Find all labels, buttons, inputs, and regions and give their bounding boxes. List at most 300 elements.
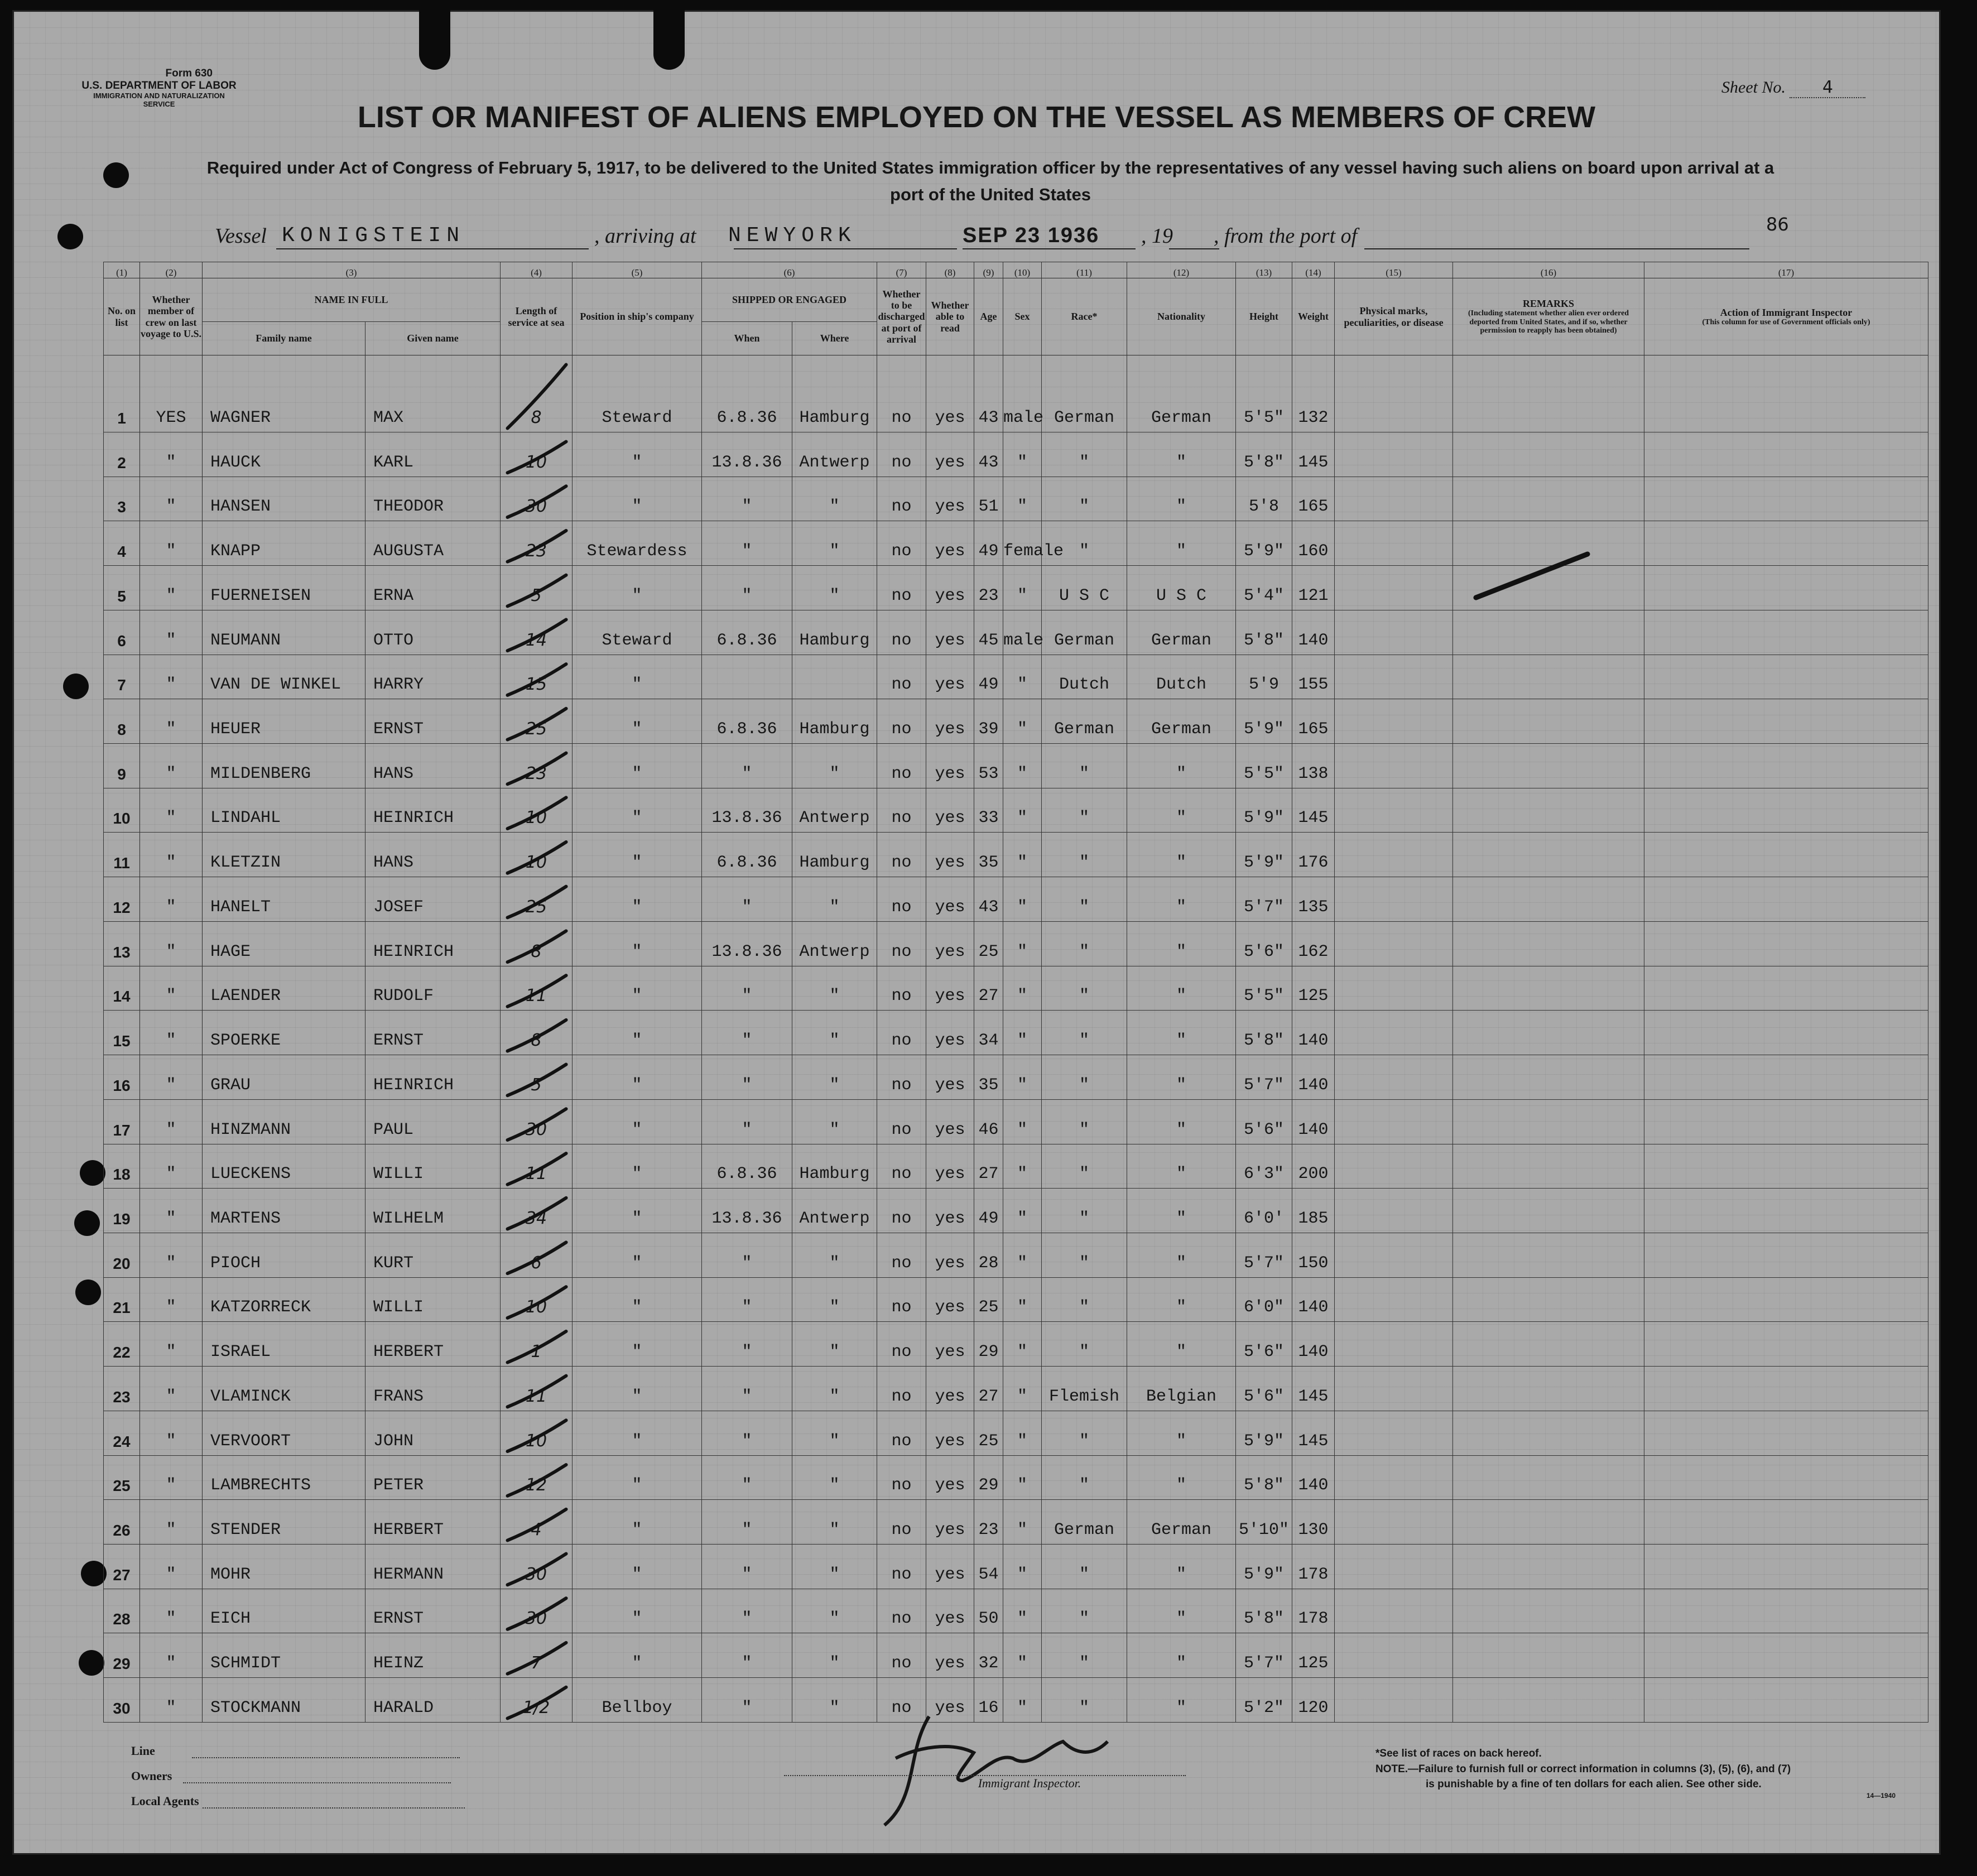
able-to-read-cell: yes <box>926 1678 974 1723</box>
row-number-cell: 7 <box>104 655 140 699</box>
age-cell: 25 <box>974 1277 1003 1322</box>
position-cell: Steward <box>573 355 702 432</box>
given-name-cell: HARRY <box>365 655 501 699</box>
remarks-cell <box>1453 1500 1644 1545</box>
nationality-cell: " <box>1127 833 1236 877</box>
remarks-cell <box>1453 655 1644 699</box>
given-name-cell: HANS <box>365 744 501 788</box>
row-number-cell: 16 <box>104 1055 140 1100</box>
nationality-cell: German <box>1127 610 1236 655</box>
line-label: Line <box>131 1744 155 1758</box>
remarks-cell <box>1453 1233 1644 1277</box>
table-row <box>104 877 1928 922</box>
race-cell: " <box>1042 1144 1127 1189</box>
shipped-when-cell: " <box>702 477 792 521</box>
family-name-cell: LAMBRECHTS <box>203 1455 365 1500</box>
agents-field-rule <box>203 1796 465 1808</box>
punch-hole <box>57 224 83 249</box>
given-name-cell: WILLI <box>365 1144 501 1189</box>
remarks-cell <box>1453 355 1644 432</box>
row-number-cell: 15 <box>104 1011 140 1055</box>
row-number-cell: 13 <box>104 921 140 966</box>
row-number-cell: 5 <box>104 566 140 610</box>
nationality-cell: " <box>1127 1055 1236 1100</box>
inspector-action-cell <box>1644 432 1928 477</box>
weight-cell: 140 <box>1292 610 1335 655</box>
race-cell: " <box>1042 432 1127 477</box>
shipped-where-cell: " <box>792 1678 877 1723</box>
physical-marks-cell <box>1335 1589 1453 1633</box>
discharged-cell: no <box>877 655 926 699</box>
col-header-able-to-read: Whether able to read <box>926 278 974 355</box>
shipped-when-cell: 6.8.36 <box>702 833 792 877</box>
weight-cell: 165 <box>1292 699 1335 744</box>
nationality-cell: " <box>1127 1678 1236 1723</box>
shipped-where-cell: Antwerp <box>792 921 877 966</box>
member-last-voyage-cell: " <box>140 788 203 833</box>
family-name-cell: SCHMIDT <box>203 1633 365 1678</box>
shipped-where-cell: Hamburg <box>792 833 877 877</box>
family-name-cell: SPOERKE <box>203 1011 365 1055</box>
row-number-cell: 28 <box>104 1589 140 1633</box>
weight-cell: 200 <box>1292 1144 1335 1189</box>
col-num-7: (7) <box>877 262 926 278</box>
shipped-when-cell: " <box>702 1633 792 1678</box>
height-cell: 5'5" <box>1236 744 1292 788</box>
punch-hole <box>79 1650 104 1676</box>
family-name-cell: KATZORRECK <box>203 1277 365 1322</box>
inspector-action-cell <box>1644 566 1928 610</box>
race-cell: " <box>1042 833 1127 877</box>
table-row <box>104 744 1928 788</box>
length-of-service-cell: 34 <box>501 1189 573 1233</box>
sex-cell: " <box>1003 1322 1042 1367</box>
discharged-cell: no <box>877 1322 926 1367</box>
physical-marks-cell <box>1335 521 1453 566</box>
inspector-action-cell <box>1644 744 1928 788</box>
family-name-cell: MOHR <box>203 1544 365 1589</box>
shipped-where-cell: Hamburg <box>792 355 877 432</box>
inspector-action-cell <box>1644 1589 1928 1633</box>
shipped-where-cell: Hamburg <box>792 699 877 744</box>
family-name-cell: HEUER <box>203 699 365 744</box>
age-cell: 49 <box>974 655 1003 699</box>
family-name-cell: KLETZIN <box>203 833 365 877</box>
height-cell: 5'7" <box>1236 877 1292 922</box>
table-row <box>104 1144 1928 1189</box>
member-last-voyage-cell: " <box>140 699 203 744</box>
height-cell: 5'6" <box>1236 1322 1292 1367</box>
discharged-cell: no <box>877 1144 926 1189</box>
able-to-read-cell: yes <box>926 1099 974 1144</box>
sex-cell: " <box>1003 744 1042 788</box>
shipped-when-cell: 13.8.36 <box>702 788 792 833</box>
age-cell: 27 <box>974 1367 1003 1411</box>
physical-marks-cell <box>1335 699 1453 744</box>
race-cell: " <box>1042 1411 1127 1455</box>
discharged-cell: no <box>877 1011 926 1055</box>
penalty-note: NOTE.—Failure to furnish full or correct information in columns (3), (5), (6), and (7) <box>1375 1763 1791 1775</box>
nationality-cell: " <box>1127 1011 1236 1055</box>
family-name-cell: KNAPP <box>203 521 365 566</box>
shipped-where-cell: Hamburg <box>792 610 877 655</box>
table-row <box>104 355 1928 432</box>
race-cell: " <box>1042 1322 1127 1367</box>
discharged-cell: no <box>877 1055 926 1100</box>
from-port-label: , from the port of <box>1214 224 1358 248</box>
position-cell: " <box>573 1589 702 1633</box>
given-name-cell: ERNST <box>365 1011 501 1055</box>
given-name-cell: HEINRICH <box>365 788 501 833</box>
row-number-cell: 25 <box>104 1455 140 1500</box>
shipped-when-cell: " <box>702 566 792 610</box>
punch-hole <box>75 1279 101 1305</box>
shipped-where-cell: " <box>792 566 877 610</box>
owners-field <box>131 1758 465 1783</box>
nationality-cell: " <box>1127 921 1236 966</box>
race-cell: " <box>1042 1455 1127 1500</box>
given-name-cell: HERBERT <box>365 1322 501 1367</box>
race-cell: " <box>1042 521 1127 566</box>
physical-marks-cell <box>1335 1144 1453 1189</box>
remarks-cell <box>1453 877 1644 922</box>
physical-marks-cell <box>1335 477 1453 521</box>
punch-hole <box>74 1210 100 1236</box>
length-of-service-cell: 25 <box>501 877 573 922</box>
family-name-cell: VLAMINCK <box>203 1367 365 1411</box>
given-name-cell: THEODOR <box>365 477 501 521</box>
race-cell: Flemish <box>1042 1367 1127 1411</box>
discharged-cell: no <box>877 788 926 833</box>
shipped-when-cell: " <box>702 744 792 788</box>
inspector-action-cell <box>1644 877 1928 922</box>
remarks-cell <box>1453 833 1644 877</box>
col-header-height: Height <box>1236 278 1292 355</box>
given-name-cell: HEINZ <box>365 1633 501 1678</box>
manifest-sheet <box>12 10 1941 1855</box>
member-last-voyage-cell: " <box>140 877 203 922</box>
member-last-voyage-cell: " <box>140 1678 203 1723</box>
family-name-cell: HANSEN <box>203 477 365 521</box>
family-name-cell: ISRAEL <box>203 1322 365 1367</box>
weight-cell: 138 <box>1292 744 1335 788</box>
member-last-voyage-cell: " <box>140 1455 203 1500</box>
position-cell: " <box>573 1455 702 1500</box>
physical-marks-cell <box>1335 744 1453 788</box>
vessel-name-rule <box>276 248 589 249</box>
length-of-service-cell: 5 <box>501 1055 573 1100</box>
nationality-cell: " <box>1127 1322 1236 1367</box>
physical-marks-cell <box>1335 1500 1453 1545</box>
height-cell: 6'0' <box>1236 1189 1292 1233</box>
remarks-cell <box>1453 1189 1644 1233</box>
sex-cell: " <box>1003 921 1042 966</box>
form-number: Form 630 <box>165 68 213 79</box>
shipped-when-cell: " <box>702 1589 792 1633</box>
family-name-cell: WAGNER <box>203 355 365 432</box>
shipped-when-cell: " <box>702 877 792 922</box>
length-of-service-cell: 25 <box>501 699 573 744</box>
arrival-port: NEWYORK <box>728 224 857 248</box>
races-note: *See list of races on back hereof. <box>1375 1748 1542 1759</box>
position-cell: Steward <box>573 610 702 655</box>
col-header-no-on-list: No. on list <box>104 278 140 355</box>
table-row <box>104 1544 1928 1589</box>
row-number-cell: 18 <box>104 1144 140 1189</box>
given-name-cell: HERMANN <box>365 1544 501 1589</box>
race-cell: " <box>1042 477 1127 521</box>
member-last-voyage-cell: " <box>140 744 203 788</box>
sheet-number-label: Sheet No. <box>1721 78 1786 97</box>
discharged-cell: no <box>877 1411 926 1455</box>
race-cell: " <box>1042 1055 1127 1100</box>
race-cell: " <box>1042 1678 1127 1723</box>
height-cell: 5'8" <box>1236 1455 1292 1500</box>
col-num-11: (11) <box>1042 262 1127 278</box>
table-row <box>104 1322 1928 1367</box>
sex-cell: " <box>1003 1633 1042 1678</box>
able-to-read-cell: yes <box>926 744 974 788</box>
col-num-10: (10) <box>1003 262 1042 278</box>
position-cell: " <box>573 833 702 877</box>
col-header-age: Age <box>974 278 1003 355</box>
given-name-cell: MAX <box>365 355 501 432</box>
height-cell: 5'5" <box>1236 966 1292 1011</box>
subtitle-line-2: port of the United States <box>890 185 1091 205</box>
inspector-action-cell <box>1644 1455 1928 1500</box>
physical-marks-cell <box>1335 921 1453 966</box>
race-cell: " <box>1042 921 1127 966</box>
inspector-action-cell <box>1644 1322 1928 1367</box>
length-of-service-cell: 14 <box>501 610 573 655</box>
given-name-cell: JOHN <box>365 1411 501 1455</box>
length-of-service-cell: 5 <box>501 566 573 610</box>
race-cell: " <box>1042 966 1127 1011</box>
able-to-read-cell: yes <box>926 1633 974 1678</box>
shipped-when-cell: " <box>702 1367 792 1411</box>
shipped-when-cell: " <box>702 1011 792 1055</box>
length-of-service-cell: 7 <box>501 1633 573 1678</box>
member-last-voyage-cell: " <box>140 1233 203 1277</box>
nationality-cell: " <box>1127 1633 1236 1678</box>
discharged-cell: no <box>877 1544 926 1589</box>
shipped-where-cell: " <box>792 1233 877 1277</box>
length-of-service-cell: 8 <box>501 355 573 432</box>
nationality-cell: " <box>1127 1455 1236 1500</box>
table-row <box>104 1189 1928 1233</box>
sex-cell: " <box>1003 432 1042 477</box>
height-cell: 5'9 <box>1236 655 1292 699</box>
remarks-cell <box>1453 1055 1644 1100</box>
discharged-cell: no <box>877 1277 926 1322</box>
able-to-read-cell: yes <box>926 788 974 833</box>
race-cell: " <box>1042 877 1127 922</box>
discharged-cell: no <box>877 1189 926 1233</box>
inspector-action-cell <box>1644 355 1928 432</box>
race-cell: " <box>1042 1544 1127 1589</box>
sex-cell: " <box>1003 1011 1042 1055</box>
shipped-when-cell: " <box>702 521 792 566</box>
age-cell: 27 <box>974 1144 1003 1189</box>
physical-marks-cell <box>1335 1277 1453 1322</box>
discharged-cell: no <box>877 1233 926 1277</box>
height-cell: 5'9" <box>1236 1411 1292 1455</box>
sex-cell: " <box>1003 1144 1042 1189</box>
shipped-where-cell: " <box>792 744 877 788</box>
physical-marks-cell <box>1335 1633 1453 1678</box>
inspector-action-cell <box>1644 921 1928 966</box>
race-cell: Dutch <box>1042 655 1127 699</box>
shipped-where-cell: " <box>792 1411 877 1455</box>
remarks-cell <box>1453 699 1644 744</box>
row-number-cell: 6 <box>104 610 140 655</box>
col-header-action <box>1644 278 1928 355</box>
sex-cell: " <box>1003 833 1042 877</box>
nationality-cell: " <box>1127 744 1236 788</box>
age-cell: 51 <box>974 477 1003 521</box>
shipped-where-cell <box>792 655 877 699</box>
inspector-action-cell <box>1644 1055 1928 1100</box>
year-rule <box>1169 248 1219 249</box>
physical-marks-cell <box>1335 432 1453 477</box>
col-num-17: (17) <box>1644 262 1928 278</box>
weight-cell: 162 <box>1292 921 1335 966</box>
given-name-cell: ERNST <box>365 1589 501 1633</box>
nationality-cell: " <box>1127 521 1236 566</box>
sex-cell: " <box>1003 1099 1042 1144</box>
weight-cell: 125 <box>1292 1633 1335 1678</box>
col-num-6: (6) <box>702 262 877 278</box>
table-row <box>104 699 1928 744</box>
member-last-voyage-cell: " <box>140 1189 203 1233</box>
inspector-action-cell <box>1644 699 1928 744</box>
row-number-cell: 29 <box>104 1633 140 1678</box>
member-last-voyage-cell: " <box>140 1055 203 1100</box>
family-name-cell: STENDER <box>203 1500 365 1545</box>
action-note: (This column for use of Government officials only) <box>1702 318 1870 326</box>
age-cell: 27 <box>974 966 1003 1011</box>
row-number-cell: 14 <box>104 966 140 1011</box>
remarks-cell <box>1453 1144 1644 1189</box>
age-cell: 33 <box>974 788 1003 833</box>
shipped-where-cell: " <box>792 1099 877 1144</box>
member-last-voyage-cell: " <box>140 1011 203 1055</box>
sheet-number <box>1721 78 1865 98</box>
shipped-when-cell: 13.8.36 <box>702 921 792 966</box>
col-num-3: (3) <box>203 262 501 278</box>
height-cell: 5'9" <box>1236 521 1292 566</box>
binder-clip <box>653 8 685 70</box>
table-row <box>104 655 1928 699</box>
age-cell: 28 <box>974 1233 1003 1277</box>
inspector-action-cell <box>1644 1367 1928 1411</box>
remarks-cell <box>1453 1277 1644 1322</box>
sex-cell: " <box>1003 1055 1042 1100</box>
inspector-block <box>784 1762 1186 1791</box>
able-to-read-cell: yes <box>926 610 974 655</box>
date-rule <box>963 248 1136 249</box>
remarks-cell <box>1453 1322 1644 1367</box>
table-row <box>104 833 1928 877</box>
weight-cell: 155 <box>1292 655 1335 699</box>
weight-cell: 178 <box>1292 1544 1335 1589</box>
position-cell: " <box>573 1367 702 1411</box>
physical-marks-cell <box>1335 833 1453 877</box>
able-to-read-cell: yes <box>926 521 974 566</box>
col-header-race: Race* <box>1042 278 1127 355</box>
length-of-service-cell: 10 <box>501 833 573 877</box>
given-name-cell: HANS <box>365 833 501 877</box>
given-name-cell: AUGUSTA <box>365 521 501 566</box>
member-last-voyage-cell: " <box>140 432 203 477</box>
col-num-2: (2) <box>140 262 203 278</box>
position-cell: " <box>573 1411 702 1455</box>
footer-notes <box>1375 1746 1900 1792</box>
col-num-1: (1) <box>104 262 140 278</box>
sex-cell: male <box>1003 610 1042 655</box>
nationality-cell: " <box>1127 432 1236 477</box>
nationality-cell: " <box>1127 1189 1236 1233</box>
position-cell: Stewardess <box>573 521 702 566</box>
col-header-remarks <box>1453 278 1644 355</box>
shipped-when-cell: " <box>702 966 792 1011</box>
inspector-action-cell <box>1644 1099 1928 1144</box>
col-header-sex: Sex <box>1003 278 1042 355</box>
col-num-16: (16) <box>1453 262 1644 278</box>
length-of-service-cell: 12 <box>501 1455 573 1500</box>
weight-cell: 140 <box>1292 1277 1335 1322</box>
inspector-action-cell <box>1644 655 1928 699</box>
discharged-cell: no <box>877 1633 926 1678</box>
given-name-cell: HARALD <box>365 1678 501 1723</box>
weight-cell: 140 <box>1292 1455 1335 1500</box>
physical-marks-cell <box>1335 1233 1453 1277</box>
race-cell: " <box>1042 1189 1127 1233</box>
length-of-service-cell: 8 <box>501 921 573 966</box>
able-to-read-cell: yes <box>926 1233 974 1277</box>
binder-clip <box>419 8 450 70</box>
able-to-read-cell: yes <box>926 1189 974 1233</box>
table-row <box>104 788 1928 833</box>
age-cell: 25 <box>974 1411 1003 1455</box>
position-cell: " <box>573 877 702 922</box>
remarks-cell <box>1453 744 1644 788</box>
member-last-voyage-cell: " <box>140 966 203 1011</box>
member-last-voyage-cell: " <box>140 1277 203 1322</box>
sex-cell: " <box>1003 1589 1042 1633</box>
crew-rows <box>104 355 1928 1723</box>
weight-cell: 140 <box>1292 1322 1335 1367</box>
member-last-voyage-cell: " <box>140 921 203 966</box>
col-header-where: Where <box>792 322 877 355</box>
page-number: 86 <box>1766 214 1789 235</box>
height-cell: 6'3" <box>1236 1144 1292 1189</box>
remarks-cell <box>1453 1544 1644 1589</box>
inspector-action-cell <box>1644 1633 1928 1678</box>
table-row <box>104 1633 1928 1678</box>
col-num-14: (14) <box>1292 262 1335 278</box>
race-cell: German <box>1042 610 1127 655</box>
able-to-read-cell: yes <box>926 1055 974 1100</box>
remarks-cell <box>1453 1455 1644 1500</box>
member-last-voyage-cell: " <box>140 1589 203 1633</box>
nationality-cell: " <box>1127 477 1236 521</box>
remarks-cell <box>1453 1589 1644 1633</box>
crew-manifest-table <box>103 262 1928 1723</box>
physical-marks-cell <box>1335 1011 1453 1055</box>
inspector-action-cell <box>1644 966 1928 1011</box>
length-of-service-cell: 10 <box>501 432 573 477</box>
